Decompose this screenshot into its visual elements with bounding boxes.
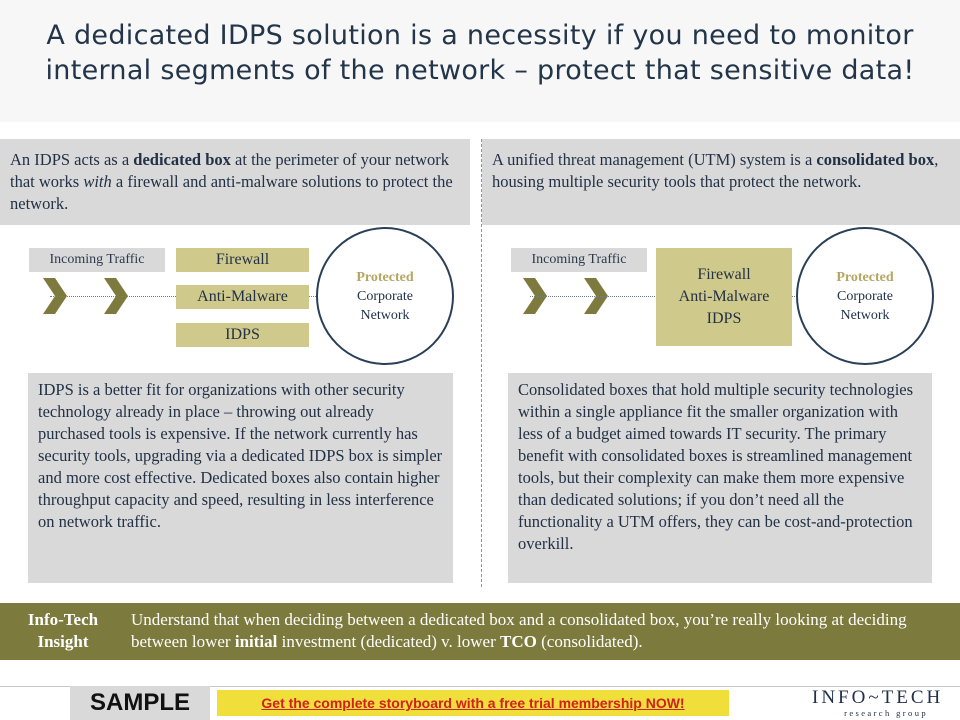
- insight-bold-initial: initial: [234, 632, 278, 651]
- utm-idps-line: IDPS: [706, 310, 742, 327]
- insight-bold-tco: TCO: [500, 632, 537, 651]
- logo-tagline: research group: [844, 708, 928, 718]
- insight-text: [131, 609, 951, 653]
- title-banner: [0, 0, 960, 122]
- insight-label: [8, 609, 118, 653]
- idps-box: IDPS: [176, 323, 309, 347]
- firewall-box: Firewall: [176, 248, 309, 272]
- insight-part1: Understand that when deciding between a dedicated box and a consolidated box, you’re really looking at deciding between lower: [131, 610, 907, 651]
- right-intro-bold: consolidated box: [816, 150, 935, 169]
- circle-protected-label: Protected: [836, 269, 894, 285]
- circle-network-label: Network: [360, 307, 410, 323]
- left-intro-part1: An IDPS acts as a: [10, 150, 134, 169]
- circle-corporate-label: Corporate: [837, 288, 893, 304]
- right-detail-panel: [508, 373, 932, 583]
- insight-label-line2: Insight: [37, 632, 89, 651]
- left-intro-bold: dedicated box: [133, 150, 231, 169]
- page-title: A dedicated IDPS solution is a necessity if you need to monitor internal segments of the network – protect that sensitive data!: [45, 20, 915, 86]
- circle-corporate-label: Corporate: [357, 288, 413, 304]
- left-detail-text: IDPS is a better fit for organizations with other security technology already in place – throwing out already purchased tools is expensive. If the network currently has security tools, upgrading via a dedicated IDPS box is simpler and more cost effective. Dedicated boxes also contain higher throughput capacity and speed, resulting in less interference on network traffic.: [38, 380, 443, 531]
- right-protected-network-circle: [796, 227, 934, 365]
- right-intro-text: [482, 139, 960, 203]
- utm-firewall-line: Firewall: [697, 266, 751, 283]
- right-intro-part2: , housing multiple security tools that protect the network.: [492, 150, 939, 191]
- left-intro-part3: a firewall and anti-malware solutions to protect the network.: [10, 172, 453, 213]
- right-incoming-traffic-label: Incoming Traffic: [511, 248, 647, 272]
- free-trial-link[interactable]: Get the complete storyboard with a free trial membership NOW!: [217, 690, 729, 716]
- circle-protected-label: Protected: [356, 269, 414, 285]
- info-tech-insight-bar: [0, 603, 960, 660]
- sample-label: SAMPLE: [70, 686, 210, 720]
- right-intro-panel: [482, 139, 960, 225]
- left-detail-panel: [28, 373, 453, 583]
- left-incoming-traffic-label: Incoming Traffic: [29, 248, 165, 272]
- insight-label-line1: Info-Tech: [27, 610, 99, 629]
- left-intro-text: [0, 139, 470, 225]
- logo-wordmark: INFO~TECH: [812, 687, 944, 708]
- info-tech-logo: [812, 688, 942, 718]
- right-intro-part1: A unified threat management (UTM) system is a: [492, 150, 817, 169]
- utm-consolidated-box: [656, 248, 792, 346]
- circle-network-label: Network: [840, 307, 890, 323]
- left-intro-italic: with: [83, 172, 112, 191]
- insight-part2: investment (dedicated) v. lower: [277, 632, 501, 651]
- anti-malware-box: Anti-Malware: [176, 285, 309, 309]
- column-divider: [481, 139, 482, 587]
- left-intro-part2: at the perimeter of your network that works: [10, 150, 450, 191]
- left-intro-panel: [0, 139, 470, 225]
- right-detail-text: Consolidated boxes that hold multiple security technologies within a single appliance fit the smaller organization with less of a budget aimed towards IT security. The primary benefit with consolidated boxes is streamlined management tools, but their complexity can make them more expensive than dedicated solutions; if you don’t need all the functionality a UTM offers, they can be cost-and-protection overkill.: [518, 380, 914, 553]
- left-protected-network-circle: [316, 227, 454, 365]
- insight-part3: (consolidated).: [536, 632, 643, 651]
- utm-anti-malware-line: Anti-Malware: [678, 288, 770, 305]
